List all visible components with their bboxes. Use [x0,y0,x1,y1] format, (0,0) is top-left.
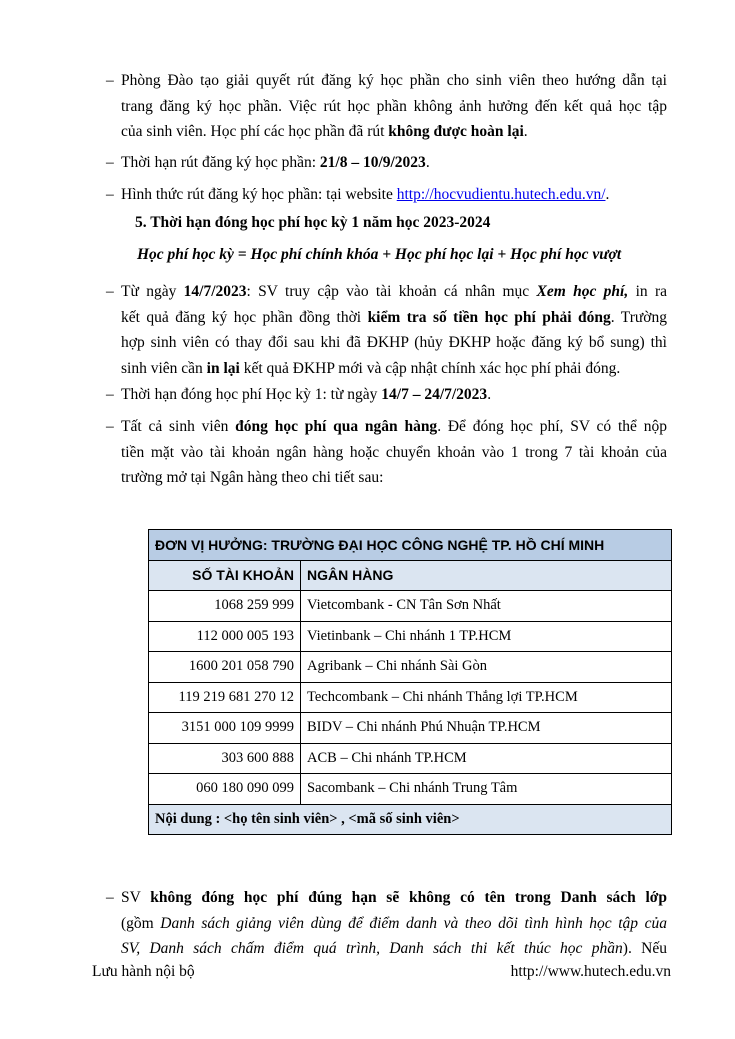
tuition-formula: Học phí học kỳ = Học phí chính khóa + Học phí học lại + Học phí học vượt [137,246,622,263]
text-line: Thời hạn đóng học phí Học kỳ 1: từ ngày 14/7 – 24/7/2023. [121,386,492,403]
account-number: 303 600 888 [149,743,301,774]
bank-name: Sacombank – Chi nhánh Trung Tâm [301,774,672,805]
section-5-heading: 5. Thời hạn đóng học phí học kỳ 1 năm học 2023-2024 [135,214,491,231]
table-row [149,743,672,774]
paragraph-withdraw-method [106,182,667,208]
footer-internal-note: Lưu hành nội bộ [92,963,195,980]
text-line: Tất cả sinh viên đóng học phí qua ngân hàng. Để đóng học phí, SV có thể nộp [121,418,667,435]
text-line: Hình thức rút đăng ký học phần: tại website http://hocvudientu.hutech.edu.vn/. [121,186,610,203]
text-line: (gồm Danh sách giảng viên dùng để điểm danh và theo dõi tình hình học tập của [121,914,668,932]
text-line: SV không đóng học phí đúng hạn sẽ không có tên trong Danh sách lớp [121,889,667,906]
account-number-header: SỐ TÀI KHOẢN [149,560,301,591]
account-number: 060 180 090 099 [149,774,301,805]
footer-website: http://www.hutech.edu.vn [510,963,671,980]
beneficiary-unit: ĐƠN VỊ HƯỞNG: TRƯỜNG ĐẠI HỌC CÔNG NGHỆ TP. HỒ CHÍ MINH [149,530,672,561]
no-refund-emphasis: không được hoàn lại [388,123,524,140]
bank-name: Vietinbank – Chi nhánh 1 TP.HCM [301,621,672,652]
bank-accounts-table [148,529,672,835]
bank-name: ACB – Chi nhánh TP.HCM [301,743,672,774]
text-line: trường mở tại Ngân hàng theo chi tiết sau: [121,469,384,486]
paragraph-view-tuition [106,279,668,381]
paragraph-withdraw-deadline [106,150,667,176]
bullet-dash: – [106,154,114,171]
text-line: hợp sinh viên có thay đổi sau khi đã ĐKHP (hủy ĐKHP hoặc đăng ký bổ sung) thì [121,334,667,351]
bullet-dash: – [106,283,114,300]
account-number: 1068 259 999 [149,591,301,622]
bank-name: Vietcombank - CN Tân Sơn Nhất [301,591,672,622]
text-line: của sinh viên. Học phí các học phần đã rút không được hoàn lại. [121,123,528,140]
bullet-dash: – [106,418,114,435]
bullet-dash: – [106,889,114,906]
withdraw-deadline-dates: 21/8 – 10/9/2023 [319,154,426,171]
table-row [149,652,672,683]
hocvudientu-link[interactable]: http://hocvudientu.hutech.edu.vn/ [396,186,606,203]
account-number: 3151 000 109 9999 [149,713,301,744]
text-line: SV, Danh sách chấm điểm quá trình, Danh sách thi kết thúc học phần). Nếu [121,940,667,957]
table-row [149,682,672,713]
text-line: Thời hạn rút đăng ký học phần: 21/8 – 10/9/2023. [121,154,430,171]
payment-deadline-dates: 14/7 – 24/7/2023 [381,386,488,403]
text-line: Phòng Đào tạo giải quyết rút đăng ký học phần cho sinh viên theo hướng dẫn tại [121,72,667,89]
table-row [149,713,672,744]
account-number: 112 000 005 193 [149,621,301,652]
paragraph-bank-payment [106,414,667,491]
paragraph-payment-deadline [106,382,667,408]
transfer-content-row [149,804,672,835]
table-title-row [149,530,672,561]
bank-name: BIDV – Chi nhánh Phú Nhuận TP.HCM [301,713,672,744]
text-line: trang đăng ký học phần. Việc rút học phần không ảnh hưởng đến kết quả học tập [121,97,667,115]
transfer-content: Nội dung : <họ tên sinh viên> , <mã số sinh viên> [149,804,672,835]
table-header-row [149,560,672,591]
text-line: Từ ngày 14/7/2023: SV truy cập vào tài khoản cá nhân mục Xem học phí, in ra [121,283,668,300]
text-line: sinh viên cần in lại kết quả ĐKHP mới và cập nhật chính xác học phí phải đóng. [121,359,621,377]
bank-name: Techcombank – Chi nhánh Thắng lợi TP.HCM [301,682,672,713]
table-row [149,774,672,805]
bullet-dash: – [106,386,114,403]
bullet-dash: – [106,72,114,89]
bullet-dash: – [106,186,114,203]
account-number: 119 219 681 270 12 [149,682,301,713]
text-line: tiền mặt vào tài khoản ngân hàng hoặc chuyển khoản vào 1 trong 7 tài khoản của [121,443,667,461]
bank-name: Agribank – Chi nhánh Sài Gòn [301,652,672,683]
table-row [149,591,672,622]
account-number: 1600 201 058 790 [149,652,301,683]
paragraph-withdraw-info [106,68,667,145]
table-row [149,621,672,652]
text-line: kết quả đăng ký học phần đồng thời kiểm tra số tiền học phí phải đóng. Trường [121,308,667,326]
paragraph-late-payment [106,885,668,962]
bank-name-header: NGÂN HÀNG [301,560,672,591]
